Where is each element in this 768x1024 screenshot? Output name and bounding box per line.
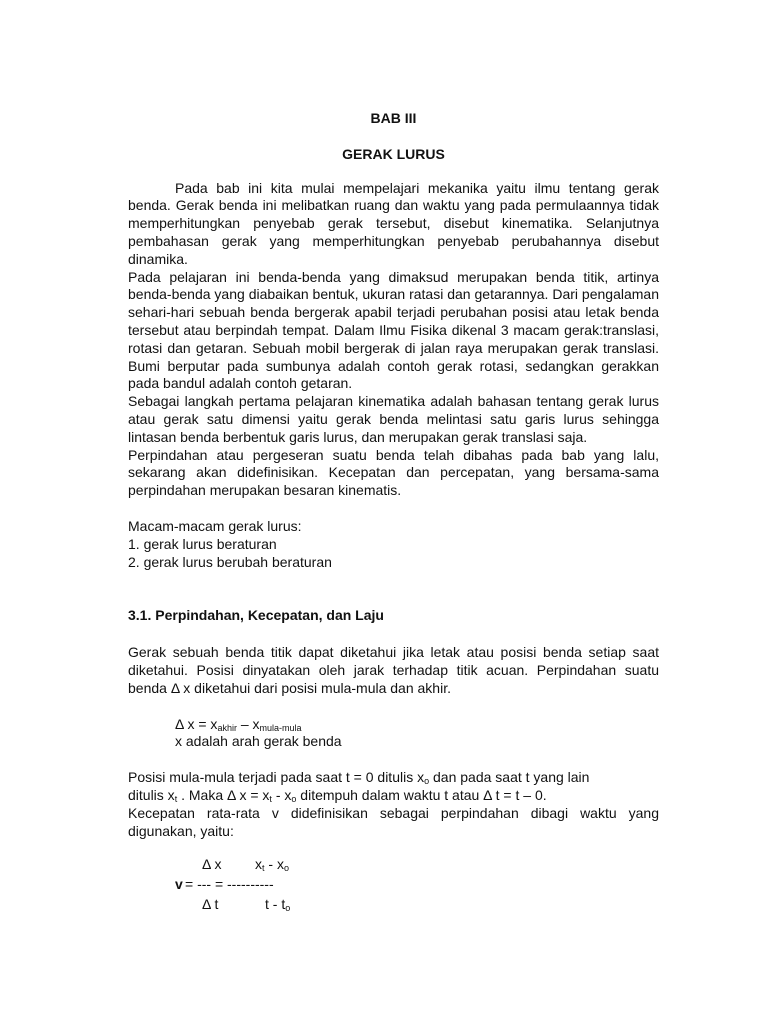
section-paragraph: Gerak sebuah benda titik dapat diketahui jika letak atau posisi benda setiap saat diketahui. Posisi dinyatakan oleh jarak terhadap titik acuan. Perpindahan suatu benda Δ x diketahui dari posisi mula-mula dan akhir. — [128, 644, 659, 696]
velocity-symbol: v — [175, 876, 183, 893]
fraction-lines: = --- = ---------- — [185, 876, 274, 893]
list-intro: Macam-macam gerak lurus: — [128, 517, 302, 534]
denominator-delta-t: Δ t — [202, 896, 219, 913]
paragraph-benda-titik: Pada pelajaran ini benda-benda yang dimaksud merupakan benda titik, artinya benda-benda yang diabaikan bentuk, ukuran ratasi dan getarannya. Dari pengalaman sehari-hari sebuah benda bergerak apabil terjadi perubahan posisi atau letak benda tersebut atau berpindah tempat. Dalam Ilmu Fisika dikenal 3 macam gerak:translasi, rotasi dan getaran. Sebuah mobil bergerak di jalan raya merupakan gerak translasi. Bumi berputar pada sumbunya adalah contoh gerak rotasi, sedangkan gerakkan pada bandul adalah contoh getaran. — [128, 268, 659, 392]
list-item: 2. gerak lurus berubah beraturan — [128, 553, 332, 570]
document-body — [128, 110, 659, 918]
paragraph-perpindahan: Perpindahan atau pergeseran suatu benda telah dibahas pada bab yang lalu, sekarang akan didefinisikan. Kecepatan dan percepatan, yang bersama-sama perpindahan merupakan besaran kinematis. — [128, 446, 659, 499]
velocity-formula — [128, 856, 659, 918]
position-paragraph: Posisi mula-mula terjadi pada saat t = 0 ditulis $x_o$ dan pada saat t yang lain ditulis $x_t$ . Maka Δ $x = x_t - x_o$ ditempuh dalam waktu t atau Δ t = t – 0. — [128, 769, 590, 804]
paragraph-gerak-lurus: Sebagai langkah pertama pelajaran kinematika adalah bahasan tentang gerak lurus atau gerak satu dimensi yaitu gerak benda melintasi satu garis lurus sehingga lintasan benda berbentuk garis lurus, dan merupakan gerak translasi saja. — [128, 393, 659, 445]
section-heading: 3.1. Perpindahan, Kecepatan, dan Laju — [128, 607, 384, 624]
paragraph-intro: Pada bab ini kita mulai mempelajari mekanika yaitu ilmu tentang gerak benda. Gerak benda ini melibatkan ruang dan waktu yang pada permulaannya tidak memperhitungkan penyebab gerak tersebut, disebut kinematika. Selanjutnya pembahasan gerak yang memperhitungkan penyebab perubahannya disebut dinamika. — [128, 179, 659, 267]
displacement-formula: Δ $x = x_{akhir} - x_{mula-mula}$ — [175, 715, 302, 733]
list-item: 1. gerak lurus beraturan — [128, 535, 277, 552]
numerator-xt-xo: $x_t - x_o$ — [255, 856, 289, 874]
chapter-title: GERAK LURUS — [342, 145, 445, 162]
chapter-number: BAB III — [370, 110, 417, 126]
denominator-t-to: t - $t_o$ — [265, 896, 291, 914]
velocity-paragraph: Kecepatan rata-rata v didefinisikan sebagai perpindahan dibagi waktu yang digunakan, yaitu: — [128, 804, 659, 839]
formula-note: x adalah arah gerak benda — [175, 733, 342, 750]
numerator-delta-x: Δ x — [202, 856, 222, 873]
